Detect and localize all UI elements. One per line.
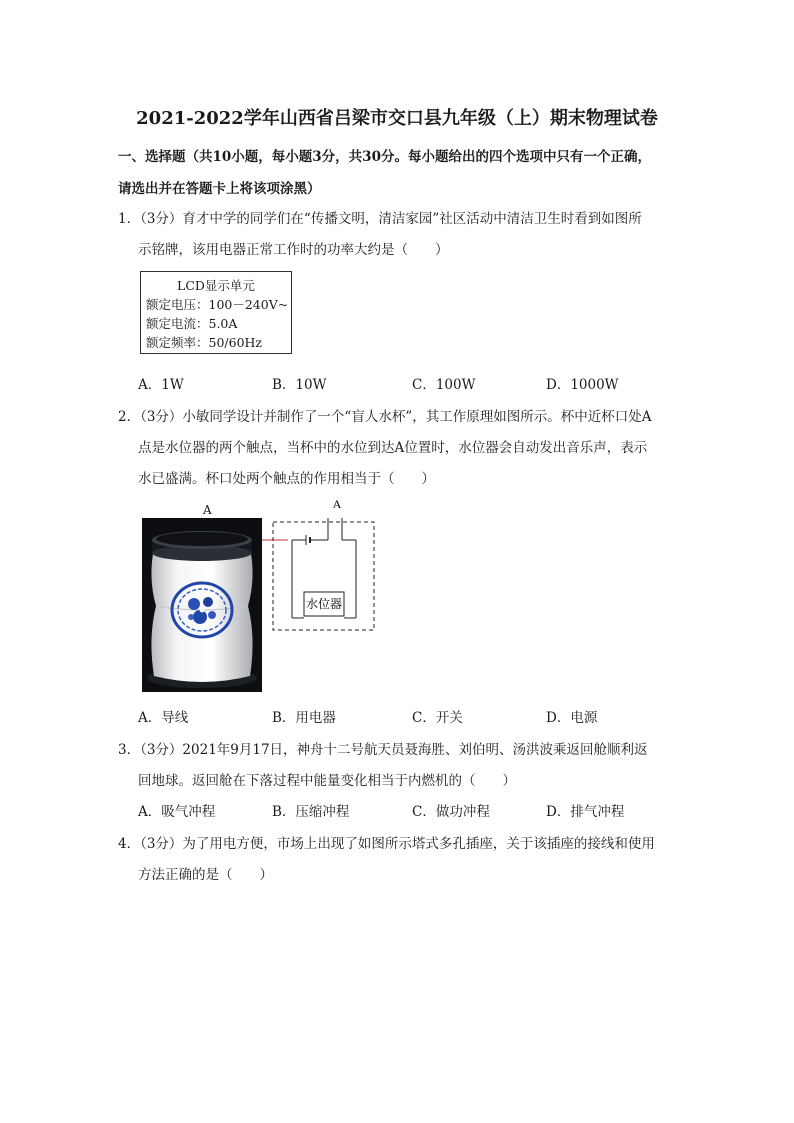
q1-option-b[interactable]: B．10W [272, 377, 327, 393]
nameplate-voltage: 额定电压：100－240V~ [146, 297, 289, 312]
q4-line1: 4．（3分）为了用电方便，市场上出现了如图所示塔式多孔插座，关于该插座的接线和使用 [118, 836, 655, 852]
q2-line2: 点是水位器的两个触点，当杯中的水位到达A位置时，水位器会自动发出音乐声，表示 [138, 440, 648, 456]
q2-line3: 水已盛满。杯口处两个触点的作用相当于（ ） [138, 471, 435, 487]
cup-label-a: A [203, 503, 212, 517]
q3-line1: 3．（3分）2021年9月17日，神舟十二号航天员聂海胜、刘伯明、汤洪波乘返回舱顺利返 [118, 742, 648, 758]
q2-option-c[interactable]: C．开关 [412, 710, 463, 726]
circuit-diagram [262, 492, 382, 637]
q2-line1: 2．（3分）小敏同学设计并制作了一个“盲人水杯”，其工作原理如图所示。杯中近杯口处A [118, 409, 652, 425]
circuit-label-a: A [332, 497, 342, 511]
q1-line1: 1．（3分）育才中学的同学们在“传播文明，清洁家园”社区活动中清洁卫生时看到如图所 [118, 211, 642, 227]
nameplate-current: 额定电流：5.0A [146, 316, 238, 331]
q1-option-c[interactable]: C．100W [412, 377, 476, 393]
q3-option-c[interactable]: C．做功冲程 [412, 804, 490, 820]
q1-option-a[interactable]: A．1W [138, 377, 184, 393]
q1-option-d[interactable]: D．1000W [546, 377, 619, 393]
q1-line2: 示铭牌，该用电器正常工作时的功率大约是（ ） [138, 242, 449, 258]
q2-option-d[interactable]: D．电源 [546, 710, 598, 726]
cup-photo [142, 518, 262, 692]
water-level-device-label: 水位器 [305, 597, 343, 611]
q4-line2: 方法正确的是（ ） [138, 867, 273, 883]
section-heading-line1: 一、选择题（共10小题，每小题3分，共30分。每小题给出的四个选项中只有一个正确， [118, 149, 651, 165]
q2-option-b[interactable]: B．用电器 [272, 710, 336, 726]
q3-line2: 回地球。返回舱在下落过程中能量变化相当于内燃机的（ ） [138, 773, 516, 789]
page-title: 2021-2022学年山西省吕梁市交口县九年级（上）期末物理试卷 [136, 108, 658, 129]
nameplate-frequency: 额定频率：50/60Hz [146, 335, 263, 350]
nameplate-figure [140, 271, 292, 354]
q3-option-b[interactable]: B．压缩冲程 [272, 804, 350, 820]
q3-option-d[interactable]: D．排气冲程 [546, 804, 625, 820]
nameplate-header: LCD显示单元 [177, 278, 255, 293]
q3-option-a[interactable]: A．吸气冲程 [138, 804, 216, 820]
q2-option-a[interactable]: A．导线 [138, 710, 189, 726]
section-heading-line2: 请选出并在答题卡上将该项涂黑） [118, 181, 321, 197]
